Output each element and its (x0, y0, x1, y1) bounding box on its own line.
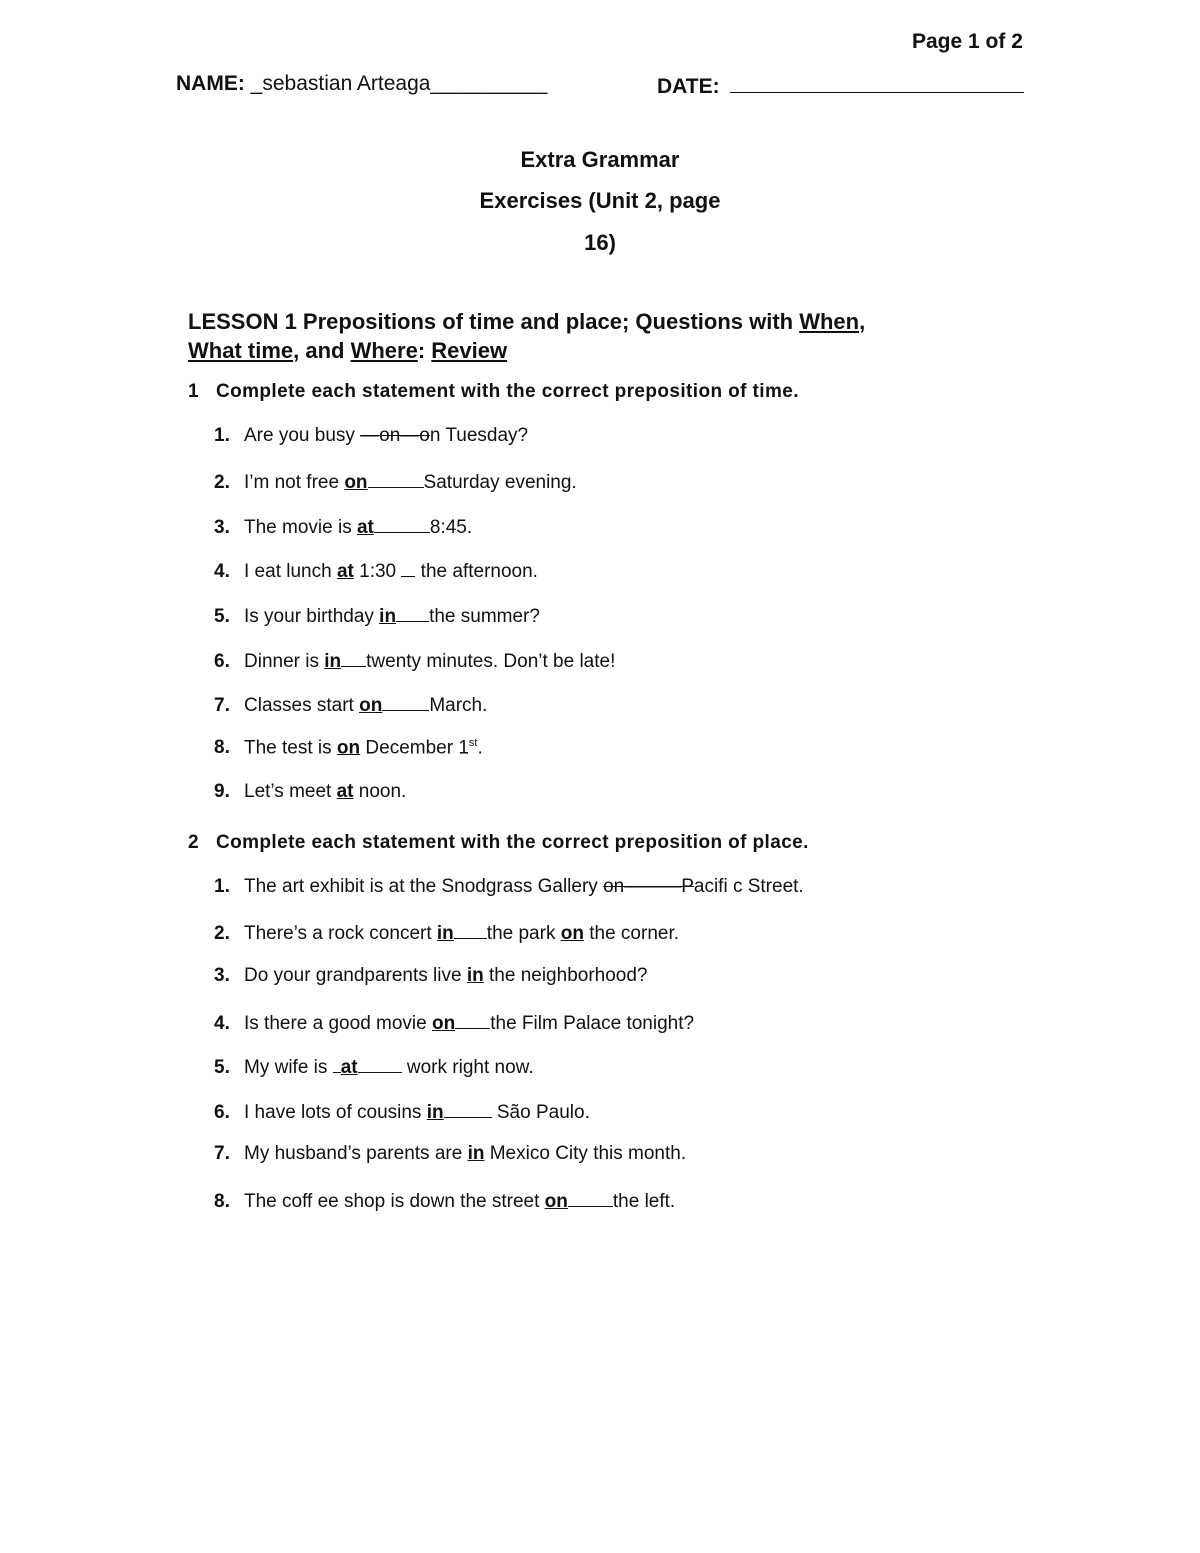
list-item: 3. The movie is at 8:45. (214, 514, 472, 539)
answer: in (467, 1143, 485, 1164)
crossed-out-answer: —on—o (360, 425, 430, 446)
section-1-heading: 1 Complete each statement with the correct preposition of time. (188, 381, 799, 402)
answer: in (426, 1102, 444, 1123)
crossed-out-answer: on———P (603, 876, 694, 897)
answer: on (432, 1013, 456, 1034)
answer: in (466, 965, 484, 986)
list-item: 5. Is your birthday in the summer? (214, 603, 540, 628)
list-item: 6. Dinner is in twenty minutes. Don’t be late! (214, 648, 615, 673)
list-item: 2. There’s a rock concert in the park on the corner. (214, 920, 679, 945)
title-line-2: Exercises (Unit 2, page (479, 188, 721, 213)
when-link: When (799, 309, 860, 334)
date-field (657, 72, 1024, 99)
page-number: Page 1 of 2 (912, 30, 1023, 53)
answer-blank-line (396, 603, 429, 622)
list-item: 9. Let’s meet at noon. (214, 781, 407, 802)
review-link: Review (431, 338, 508, 363)
name-field (176, 72, 547, 96)
what-time-link: What time (188, 338, 294, 363)
answer: on (560, 923, 584, 944)
answer: on (544, 1191, 568, 1212)
answer: on (344, 472, 368, 493)
name-label: NAME: (176, 72, 245, 95)
list-item: 8. The test is on December 1st. (214, 737, 483, 759)
answer: at (340, 1057, 358, 1078)
answer-blank-line (401, 558, 415, 577)
list-item: 7. My husband’s parents are in Mexico City this month. (214, 1143, 687, 1164)
answer: at (356, 517, 374, 538)
list-item: 1. Are you busy —on—on Tuesday? (214, 425, 529, 446)
answer: on (336, 737, 361, 759)
answer-blank-line (333, 1054, 341, 1073)
list-item: 6. I have lots of cousins in São Paulo. (214, 1099, 590, 1124)
section-2-heading: 2 Complete each statement with the correct preposition of place. (188, 832, 809, 853)
answer-blank-line (341, 648, 366, 667)
title-line-3: 16) (584, 230, 616, 255)
list-item: 3. Do your grandparents live in the neighborhood? (214, 965, 648, 986)
list-item: 2. I’m not free on Saturday evening. (214, 469, 577, 494)
where-link: Where (350, 338, 418, 363)
answer: on (359, 695, 383, 716)
answer-blank-line (368, 469, 424, 488)
answer: at (336, 781, 354, 802)
answer-blank-line (444, 1099, 492, 1118)
name-value: _sebastian Arteaga__________ (250, 72, 548, 95)
answer-blank-line (382, 692, 429, 711)
list-item: 5. My wife is at work right now. (214, 1054, 534, 1079)
answer: in (324, 651, 342, 672)
answer: in (436, 923, 454, 944)
list-item: 4. Is there a good movie on the Film Palace tonight? (214, 1010, 694, 1035)
date-label: DATE: (657, 75, 720, 98)
list-item: 4. I eat lunch at 1:30 the afternoon. (214, 558, 538, 583)
title-line-1: Extra Grammar (520, 147, 680, 172)
list-item: 7. Classes start on March. (214, 692, 487, 717)
answer-blank-line (455, 1010, 490, 1029)
answer-blank-line (374, 514, 430, 533)
list-item: 1. The art exhibit is at the Snodgrass Gallery on———Pacifi c Street. (214, 876, 804, 897)
list-item: 8. The coff ee shop is down the street on the left. (214, 1188, 675, 1213)
date-blank-line (730, 72, 1024, 93)
answer-blank-line (454, 920, 487, 939)
answer: in (379, 606, 397, 627)
answer: at (336, 561, 354, 582)
answer-blank-line (358, 1054, 402, 1073)
lesson-heading: LESSON 1 Prepositions of time and place; Questions with When, What time, and Where: Review (188, 309, 866, 363)
answer-blank-line (568, 1188, 613, 1207)
